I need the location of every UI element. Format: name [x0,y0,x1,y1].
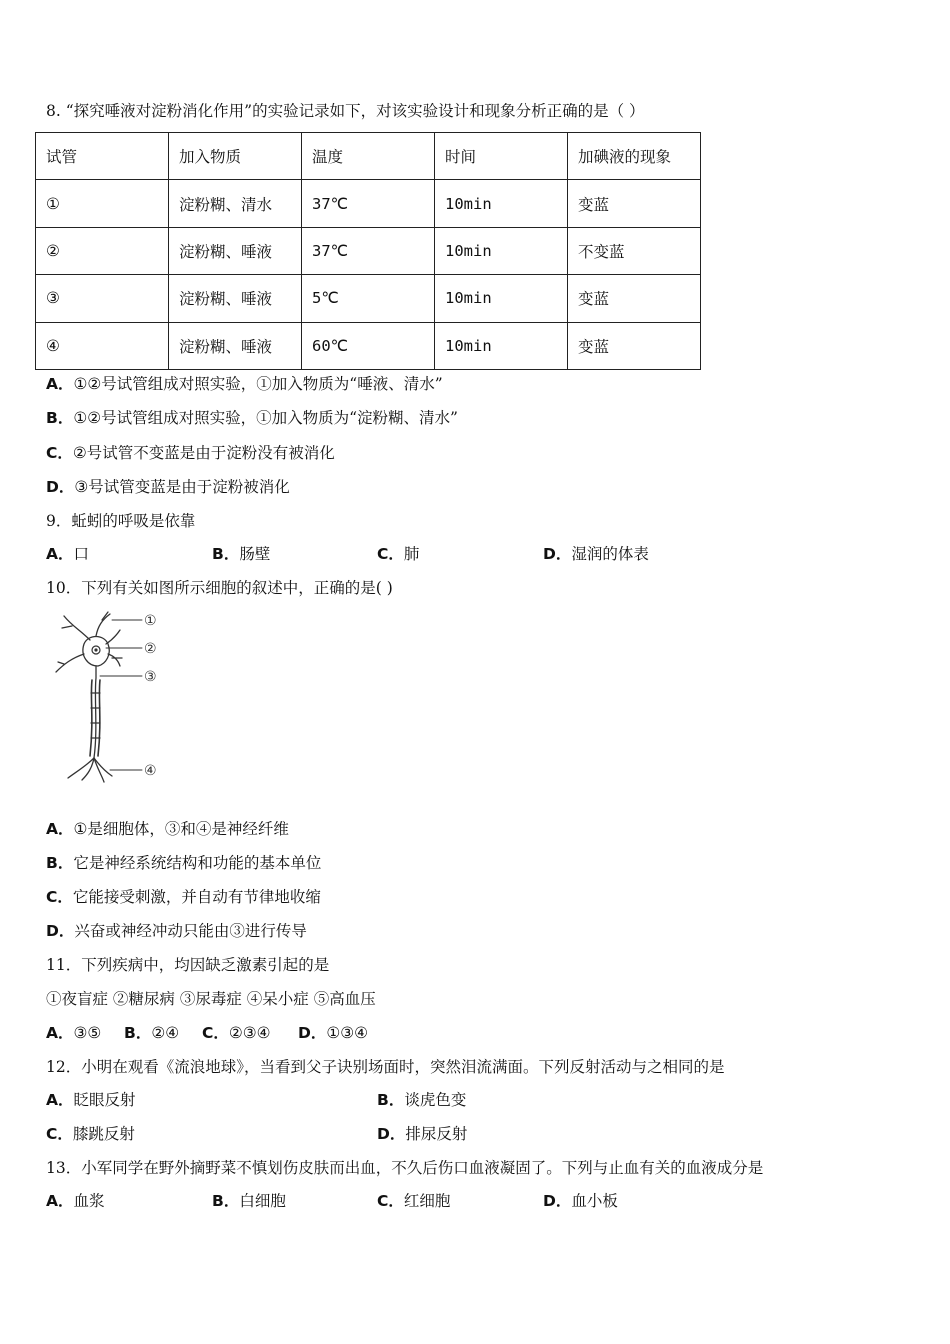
option-a[interactable] [46,374,443,394]
axon-terminal [94,758,104,782]
table-cell: 不变蓝 [568,227,701,274]
option-a[interactable] [46,1023,101,1043]
option-b[interactable] [46,408,458,428]
option-text: ①是细胞体，③和④是神经纤维 [73,820,289,838]
nucleolus [94,648,97,651]
table-cell: 10min [435,180,568,227]
option-text: ①②号试管组成对照实验，①加入物质为“唾液、清水” [73,375,443,393]
option-b[interactable] [124,1023,179,1043]
table-cell: 变蓝 [568,275,701,322]
option-letter: D． [543,1192,572,1210]
table-cell: ① [36,180,169,227]
option-letter: C． [202,1024,229,1042]
question-11-stem: 11．下列疾病中，均因缺乏激素引起的是 [46,956,330,974]
table-cell: 10min [435,322,568,369]
table-header-cell: 时间 [435,133,568,180]
question-11-items: ①夜盲症 ②糖尿病 ③尿毒症 ④呆小症 ⑤高血压 [46,990,376,1008]
option-c[interactable] [377,544,419,564]
option-text: 肠壁 [239,545,271,563]
option-text: ②号试管不变蓝是由于淀粉没有被消化 [72,444,335,462]
option-a[interactable] [46,819,289,839]
option-text: ①②号试管组成对照实验，①加入物质为“淀粉糊、清水” [73,409,458,427]
experiment-table [35,132,701,370]
option-letter: D． [377,1125,406,1143]
option-d[interactable] [543,1191,618,1211]
table-header-cell: 加碘液的现象 [568,133,701,180]
table-cell: 10min [435,275,568,322]
option-a[interactable] [46,544,89,564]
option-letter: C． [46,888,73,906]
option-letter: A． [46,820,74,838]
axon-terminal [94,758,112,776]
table-header-row [36,133,701,180]
table-cell: ② [36,227,169,274]
table-row [36,275,701,322]
option-text: 口 [73,545,90,563]
option-c[interactable] [46,887,321,907]
table-cell: 5℃ [302,275,435,322]
option-text: ②③④ [228,1024,271,1042]
option-text: 排尿反射 [405,1125,468,1143]
option-letter: B． [124,1024,152,1042]
option-text: 红细胞 [403,1192,451,1210]
option-letter: D． [46,478,75,496]
dendrite [58,662,64,664]
option-letter: B． [46,409,74,427]
figure-label-4: ④ [144,763,157,779]
option-letter: A． [46,375,74,393]
dendrite [62,626,72,628]
option-letter: C． [377,1192,404,1210]
option-text: 兴奋或神经冲动只能由③进行传导 [74,922,307,940]
table-cell: 淀粉糊、清水 [169,180,302,227]
table-cell: 淀粉糊、唾液 [169,227,302,274]
option-text: 它是神经系统结构和功能的基本单位 [73,854,322,872]
table-header-cell: 加入物质 [169,133,302,180]
figure-label-3: ③ [144,669,157,685]
dendrite [96,614,110,636]
option-a[interactable] [46,1090,136,1110]
question-10-stem: 10．下列有关如图所示细胞的叙述中，正确的是( ) [46,579,393,597]
option-text: ②④ [151,1024,180,1042]
option-b[interactable] [46,853,321,873]
option-letter: B． [212,545,240,563]
option-letter: C． [46,444,73,462]
option-text: 谈虎色变 [404,1091,467,1109]
table-header-cell: 温度 [302,133,435,180]
option-letter: A． [46,1091,74,1109]
option-letter: B． [377,1091,405,1109]
table-header-cell: 试管 [36,133,169,180]
option-letter: C． [377,545,404,563]
option-a[interactable] [46,1191,105,1211]
option-b[interactable] [212,544,270,564]
neuron-diagram [50,608,165,788]
question-9-stem: 9．蚯蚓的呼吸是依靠 [46,512,196,530]
table-cell: 60℃ [302,322,435,369]
option-letter: D． [298,1024,327,1042]
axon [94,666,96,758]
table-row [36,322,701,369]
table-cell: 变蓝 [568,322,701,369]
option-d[interactable] [377,1124,467,1144]
option-text: 它能接受刺激，并自动有节律地收缩 [72,888,321,906]
option-text: 眨眼反射 [73,1091,136,1109]
table-cell: 变蓝 [568,180,701,227]
table-cell: ③ [36,275,169,322]
figure-label-1: ① [144,613,157,629]
option-letter: A． [46,545,74,563]
question-12-stem: 12．小明在观看《流浪地球》，当看到父子诀别场面时，突然泪流满面。下列反射活动与之相同的是 [46,1058,725,1076]
option-text: ③⑤ [73,1024,102,1042]
option-letter: A． [46,1192,74,1210]
dendrite [106,630,120,644]
option-letter: B． [46,854,74,872]
table-cell: ④ [36,322,169,369]
table-row [36,180,701,227]
option-text: 白细胞 [239,1192,286,1210]
option-letter: B． [212,1192,240,1210]
option-letter: A． [46,1024,74,1042]
dendrite [108,654,120,666]
option-letter: D． [543,545,572,563]
option-letter: C． [46,1125,73,1143]
option-c[interactable] [46,1124,135,1144]
option-d[interactable] [46,477,290,497]
option-b[interactable] [212,1191,286,1211]
option-c[interactable] [202,1023,271,1043]
option-d[interactable] [543,544,649,564]
table-cell: 淀粉糊、唾液 [169,275,302,322]
option-d[interactable] [46,921,307,941]
option-text: ①③④ [326,1024,369,1042]
option-text: 肺 [403,545,420,563]
option-c[interactable] [377,1191,450,1211]
option-b[interactable] [377,1090,466,1110]
option-text: 膝跳反射 [72,1125,135,1143]
option-letter: D． [46,922,75,940]
table-cell: 淀粉糊、唾液 [169,322,302,369]
table-cell: 10min [435,227,568,274]
option-text: 湿润的体表 [571,545,649,563]
question-13-stem: 13．小军同学在野外摘野菜不慎划伤皮肤而出血，不久后伤口血液凝固了。下列与止血有关的血液成分是 [46,1159,764,1177]
table-cell: 37℃ [302,227,435,274]
axon-terminal [82,758,94,780]
figure-label-2: ② [144,641,157,657]
question-8-stem: 8. “探究唾液对淀粉消化作用”的实验记录如下，对该实验设计和现象分析正确的是（ ） [46,102,645,120]
option-c[interactable] [46,443,335,463]
table-cell: 37℃ [302,180,435,227]
option-d[interactable] [298,1023,368,1043]
dendrite [64,616,90,640]
option-text: ③号试管变蓝是由于淀粉被消化 [74,478,290,496]
option-text: 血小板 [571,1192,618,1210]
table-row [36,227,701,274]
option-text: 血浆 [73,1192,105,1210]
